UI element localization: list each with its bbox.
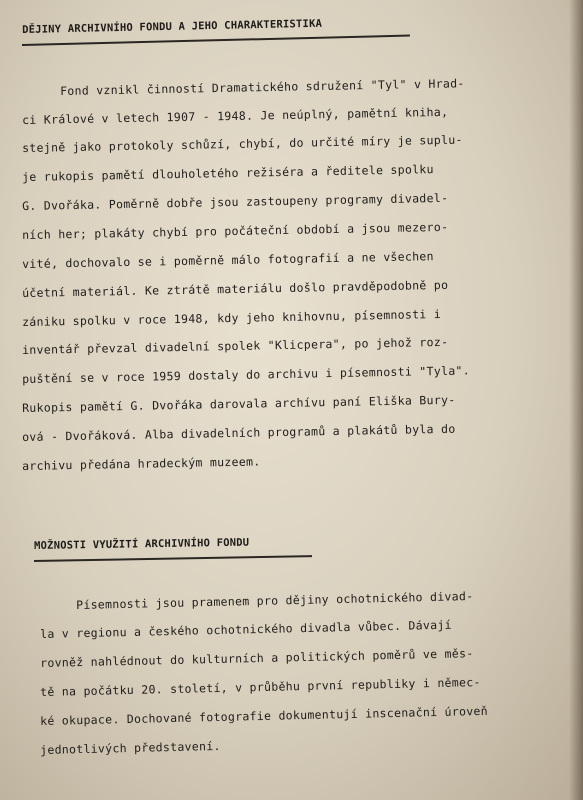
text-line: G. Dvořáka. Poměrně dobře jsou zastoupeny programy divadel- [22, 190, 449, 213]
text-line: ová - Dvořáková. Alba divadelních programů a plakátů byla do [22, 421, 456, 444]
text-line: rovněž nahlédnout do kulturních a politických poměrů ve měs- [40, 646, 474, 670]
section-heading-history: DĚJINY ARCHIVNÍHO FONDU A JEHO CHARAKTERISTIKA [22, 17, 323, 36]
text-line: zániku spolku v roce 1948, kdy jeho knihovnu, písemnosti i [22, 306, 442, 329]
text-line: tě na počátku 20. století, v průběhu první republiky i němec- [40, 675, 481, 699]
text-line: archivu předána hradeckým muzeem. [22, 454, 261, 473]
page-edge-shadow [569, 0, 583, 800]
text-line: ních her; plakáty chybí pro počáteční období a jsou mezero- [22, 219, 449, 242]
text-line: la v regionu a českého ochotnického divadla vůbec. Dávají [40, 617, 452, 641]
text-line: puštění se v roce 1959 dostaly do archivu i písemnosti "Tyla". [22, 363, 471, 386]
text-line: je rukopis pamětí dlouholetého režiséra a ředitele spolku [22, 162, 434, 184]
heading-underline [22, 35, 410, 46]
text-line: ké okupace. Dochované fotografie dokumentují inscenační úroveň [40, 703, 489, 728]
heading-underline [34, 555, 312, 562]
text-line: jednotlivých představení. [40, 738, 221, 757]
text-line: Písemnosti jsou pramenem pro dějiny ochotnického divad- [76, 588, 474, 612]
text-line: Rukopis pamětí G. Dvořáka darovala archívu paní Eliška Bury- [22, 392, 456, 415]
text-line: vité, dochovalo se i poměrně málo fotografií a ne všechen [22, 249, 434, 271]
section-heading-usage: MOŽNOSTI VYUŽITÍ ARCHIVNÍHO FONDU [34, 536, 250, 552]
text-line: stejně jako protokoly schůzí, chybí, do určité míry je suplu- [22, 132, 463, 155]
text-line: účetní materiál. Ke ztrátě materiálu došlo pravděpodobně po [22, 277, 449, 300]
text-line: inventář převzal divadelní spolek "Klicpera", po jehož roz- [22, 334, 449, 357]
text-line: Fond vznikl činností Dramatického sdružení "Tyl" v Hrad- [60, 76, 465, 98]
text-line: ci Králové v letech 1907 - 1948. Je neúplný, pamětní kniha, [22, 104, 449, 127]
